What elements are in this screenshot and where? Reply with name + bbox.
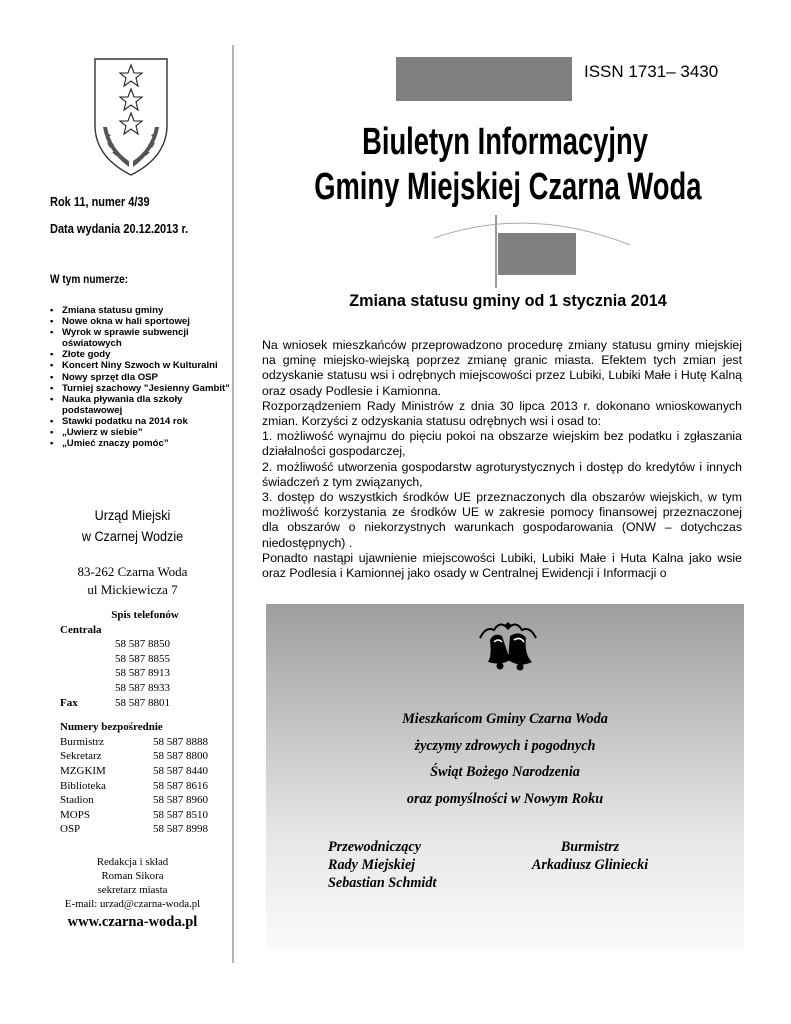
greeting-line: oraz pomyślności w Nowym Roku xyxy=(406,790,604,807)
article-paragraph: Rozporządzeniem Rady Ministrów z dnia 30 lipca 2013 r. dokonano wnioskowanych zmian. Korzyści z odzyskania statusu odrębnych wsi i osad to: xyxy=(262,398,742,429)
phone-directory xyxy=(60,608,230,837)
article-list-item: 3. dostęp do wszystkich środków UE przeznaczonych dla obszarów wiejskich, w tym możliwość korzystania ze środków UE w zakresie pomocy finansowej przeznaczonej dla obszarów o niekorzystnych warunkach gospodarowania (ONW – dotychczas niedostępnych) . xyxy=(262,490,742,550)
address-line1: 83-262 Czarna Woda xyxy=(77,564,188,579)
credits-line: sekretarz miasta xyxy=(97,884,168,896)
direct-number-row: Biblioteka 58 587 8616 xyxy=(60,779,208,792)
central-number: 58 587 8850 xyxy=(115,638,170,651)
direct-number-row: MOPS 58 587 8510 xyxy=(60,808,208,821)
toc-item: • Koncert Niny Szwoch w Kulturalni xyxy=(48,360,238,371)
phone-directory-title: Spis telefonów xyxy=(111,609,179,621)
central-number: 58 587 8855 xyxy=(115,652,170,665)
issue-number: Rok 11, numer 4/39 xyxy=(50,195,150,209)
issn-number: ISSN 1731– 3430 xyxy=(584,62,719,81)
website-link[interactable]: www.czarna-woda.pl xyxy=(67,914,198,930)
central-number: 58 587 8933 xyxy=(115,681,170,694)
direct-number-row: Burmistrz 58 587 8888 xyxy=(60,735,208,748)
signature-line: Arkadiusz Gliniecki xyxy=(531,857,649,873)
signature-line: Przewodniczący xyxy=(328,839,421,855)
office-name-line2: w Czarnej Wodzie xyxy=(81,528,184,544)
issue-date: Data wydania 20.12.2013 r. xyxy=(50,222,189,236)
article-list-item: 1. możliwość wynajmu do pięciu pokoi na obszarze wiejskim bez podatku i zgłaszania działalności gospodarczej, xyxy=(262,429,742,459)
greeting-text xyxy=(266,706,744,812)
office-name-line1: Urząd Miejski xyxy=(94,507,171,523)
office-address xyxy=(40,563,225,598)
signature-council-chair xyxy=(328,838,436,892)
column-divider xyxy=(232,45,234,963)
article-body xyxy=(262,338,742,581)
toc-item: • Zmiana statusu gminy xyxy=(48,305,238,316)
article-paragraph: Na wniosek mieszkańców przeprowadzono procedurę zmiany statusu gminy miejskiej na gminę miejsko-wiejską poprzez zmianę granic miasta. Efektem tych zmian jest odzyskanie statusu wsi i odrębnych miejscowości przez Lubiki, Lubiki Małe i Hutę Kalną oraz osady Podlesie i Kamionna. xyxy=(262,338,742,398)
signature-line: Burmistrz xyxy=(560,839,620,855)
toc-item: • „Umieć znaczy pomóc” xyxy=(48,438,238,449)
direct-number-row: Stadion 58 587 8960 xyxy=(60,794,208,807)
article-list-item: 2. możliwość utworzenia gospodarstw agroturystycznych i dostęp do kredytów i innych świadczeń z tym związanych, xyxy=(262,459,742,489)
direct-number-row: MZGKIM 58 587 8440 xyxy=(60,764,208,777)
central-number: 58 587 8913 xyxy=(115,667,170,680)
toc-item: • „Uwierz w siebie” xyxy=(48,427,238,438)
credits-line: Roman Sikora xyxy=(101,870,164,882)
email-text: E-mail: urzad@czarna-woda.pl xyxy=(64,898,201,910)
direct-number-row: OSP 58 587 8998 xyxy=(60,823,208,836)
article-paragraph: Ponadto nastąpi ujawnienie miejscowości Lubiki, Lubiki Małe i Huta Kalna jako wsie oraz Podlesia i Kamionnej jako osady w Centralnej Ewidencji i Informacji o xyxy=(262,550,742,581)
page-title xyxy=(240,120,770,210)
signature-line: Rady Miejskiej xyxy=(328,857,416,873)
article-headline: Zmiana statusu gminy od 1 stycznia 2014 xyxy=(349,292,667,310)
signature-mayor xyxy=(510,838,670,874)
office-name xyxy=(40,505,225,547)
toc-item: • Złote gody xyxy=(48,349,238,360)
title-line2: Gminy Miejskiej Czarna Woda xyxy=(314,166,702,208)
toc-item: • Nauka pływania dla szkoły podstawowej xyxy=(48,394,238,416)
toc-item: • Nowe okna w hali sportowej xyxy=(48,316,238,327)
toc-item: • Stawki podatku na 2014 rok xyxy=(48,416,238,427)
address-line2: ul Mickiewicza 7 xyxy=(87,581,178,597)
greeting-line: Świąt Bożego Narodzenia xyxy=(430,764,580,781)
toc-item: • Wyrok w sprawie subwencji oświatowych xyxy=(48,327,238,349)
greeting-line: Mieszkańcom Gminy Czarna Woda xyxy=(402,711,608,727)
table-of-contents xyxy=(48,305,238,449)
toc-item: • Turniej szachowy "Jesienny Gambit" xyxy=(48,383,238,394)
toc-heading: W tym numerze: xyxy=(50,274,129,286)
signature-line: Sebastian Schmidt xyxy=(328,875,437,891)
christmas-bells-icon xyxy=(476,616,540,674)
editorial-credits xyxy=(40,855,225,911)
fax-number: 58 587 8801 xyxy=(115,696,170,709)
direct-numbers-heading: Numery bezpośrednie xyxy=(60,721,163,734)
greeting-line: życzymy zdrowych i pogodnych xyxy=(414,737,596,754)
coat-of-arms-logo xyxy=(93,55,169,177)
credits-line: Redakcja i skład xyxy=(96,856,169,868)
direct-number-row: Sekretarz 58 587 8800 xyxy=(60,750,208,763)
fax-label: Fax xyxy=(60,696,78,709)
toc-item: • Nowy sprzęt dla OSP xyxy=(48,372,238,383)
central-label: Centrala xyxy=(60,623,102,636)
title-line1: Biuletyn Informacyjny xyxy=(362,121,648,163)
